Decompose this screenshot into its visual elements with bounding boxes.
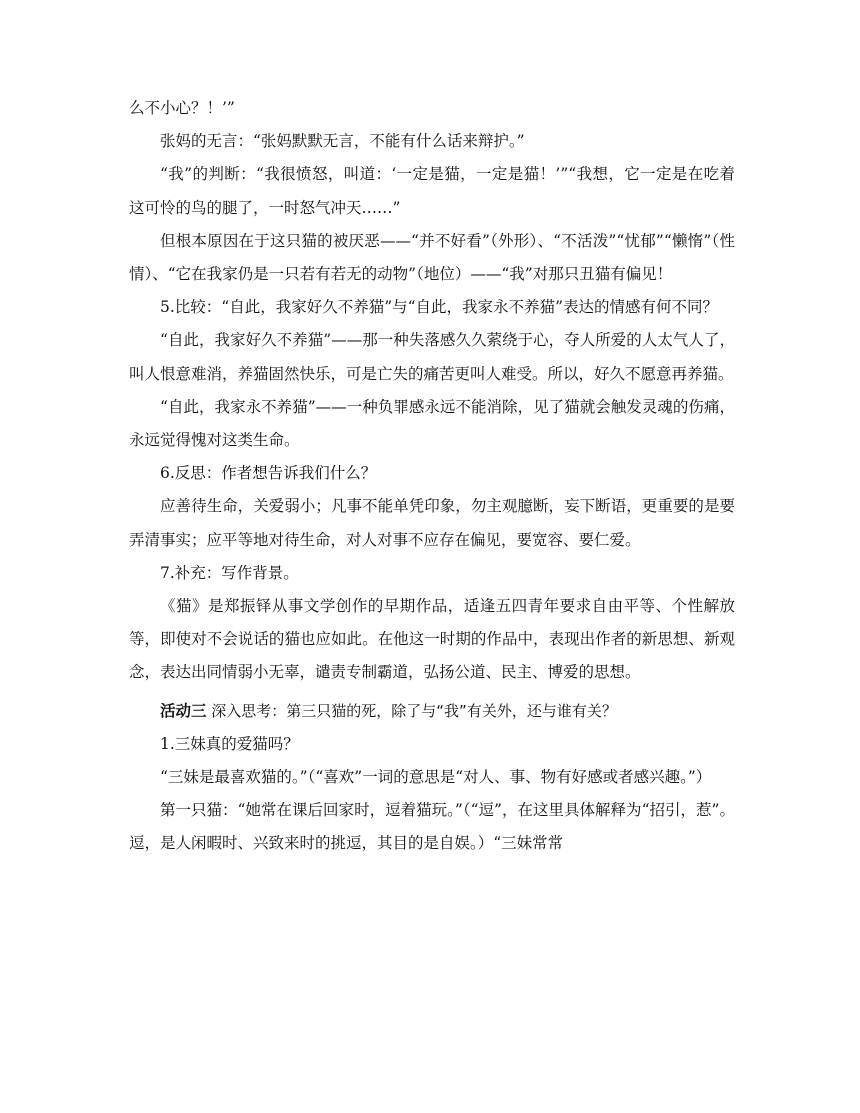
question-7-background: 7.补充：写作背景。 [160,563,299,582]
paragraph-root-cause: 但根本原因在于这只猫的被厌恶——“并不好看”（外形）、“不活泼”“忧郁”“懒惰”（性情）、“它在我家仍是一只若有若无的动物”（地位）——“我”对那只丑猫有偏见！ [129,231,735,284]
paragraph-continuation: 么不小心？！’” [129,99,235,117]
paragraph-my-judgment: “我”的判断：“我很愤怒，叫道：‘一定是猫，一定是猫！’”“我想，它一定是在吃着这可怜的鸟的腿了，一时怒气冲天……” [129,165,735,217]
activity-3-title: 深入思考：第三只猫的死，除了与“我”有关外，还与谁有关？ [206,701,617,720]
activity-3-heading [129,694,735,728]
answer-5-long-time: “自此，我家好久不养猫”——那一种失落感久久萦绕于心，夺人所爱的人太气人了，叫人恨意难消，养猫固然快乐，可是亡失的痛苦更叫人难受。所以，好久不愿意再养猫。 [129,331,735,383]
paragraph-first-cat: 第一只猫：“她常在课后回家时，逗着猫玩。”（“逗”，在这里具体解释为“招引，惹”。逗，是人闲暇时、兴致来时的挑逗，其目的是自娱。）“三妹常常 [129,801,735,853]
answer-7-background: 《猫》是郑振铎从事文学创作的早期作品，适逢五四青年要求自由平等、个性解放等，即使对不会说话的猫也应如此。在他这一时期的作品中，表现出作者的新思想、新观念，表达出同情弱小无辜，谴责专制霸道，弘扬公道、民主、博爱的思想。 [129,597,735,682]
paragraph-zhangma-silence: 张妈的无言：“张妈默默无言，不能有什么话来辩护。” [160,132,525,151]
question-1-sister: 1.三妹真的爱猫吗？ [160,734,299,753]
question-6-reflection: 6.反思：作者想告诉我们什么？ [160,464,377,483]
answer-5-forever: “自此，我家永不养猫”——一种负罪感永远不能消除，见了猫就会触发灵魂的伤痛，永远觉得愧对这类生命。 [129,397,735,450]
answer-6: 应善待生命，关爱弱小；凡事不能单凭印象，勿主观臆断，妄下断语，更重要的是要弄清事实；应平等地对待生命，对人对事不应存在偏见，要宽容、要仁爱。 [129,497,735,549]
activity-3-label: 活动三 [160,700,207,720]
quote-sister-likes-cats: “三妹是最喜欢猫的。”（“喜欢”一词的意思是“对人、事、物有好感或者感兴趣。”） [160,768,712,787]
document-body [129,92,735,861]
question-5-compare: 5.比较：“自此，我家好久不养猫”与“自此，我家永不养猫”表达的情感有何不同？ [160,298,718,317]
